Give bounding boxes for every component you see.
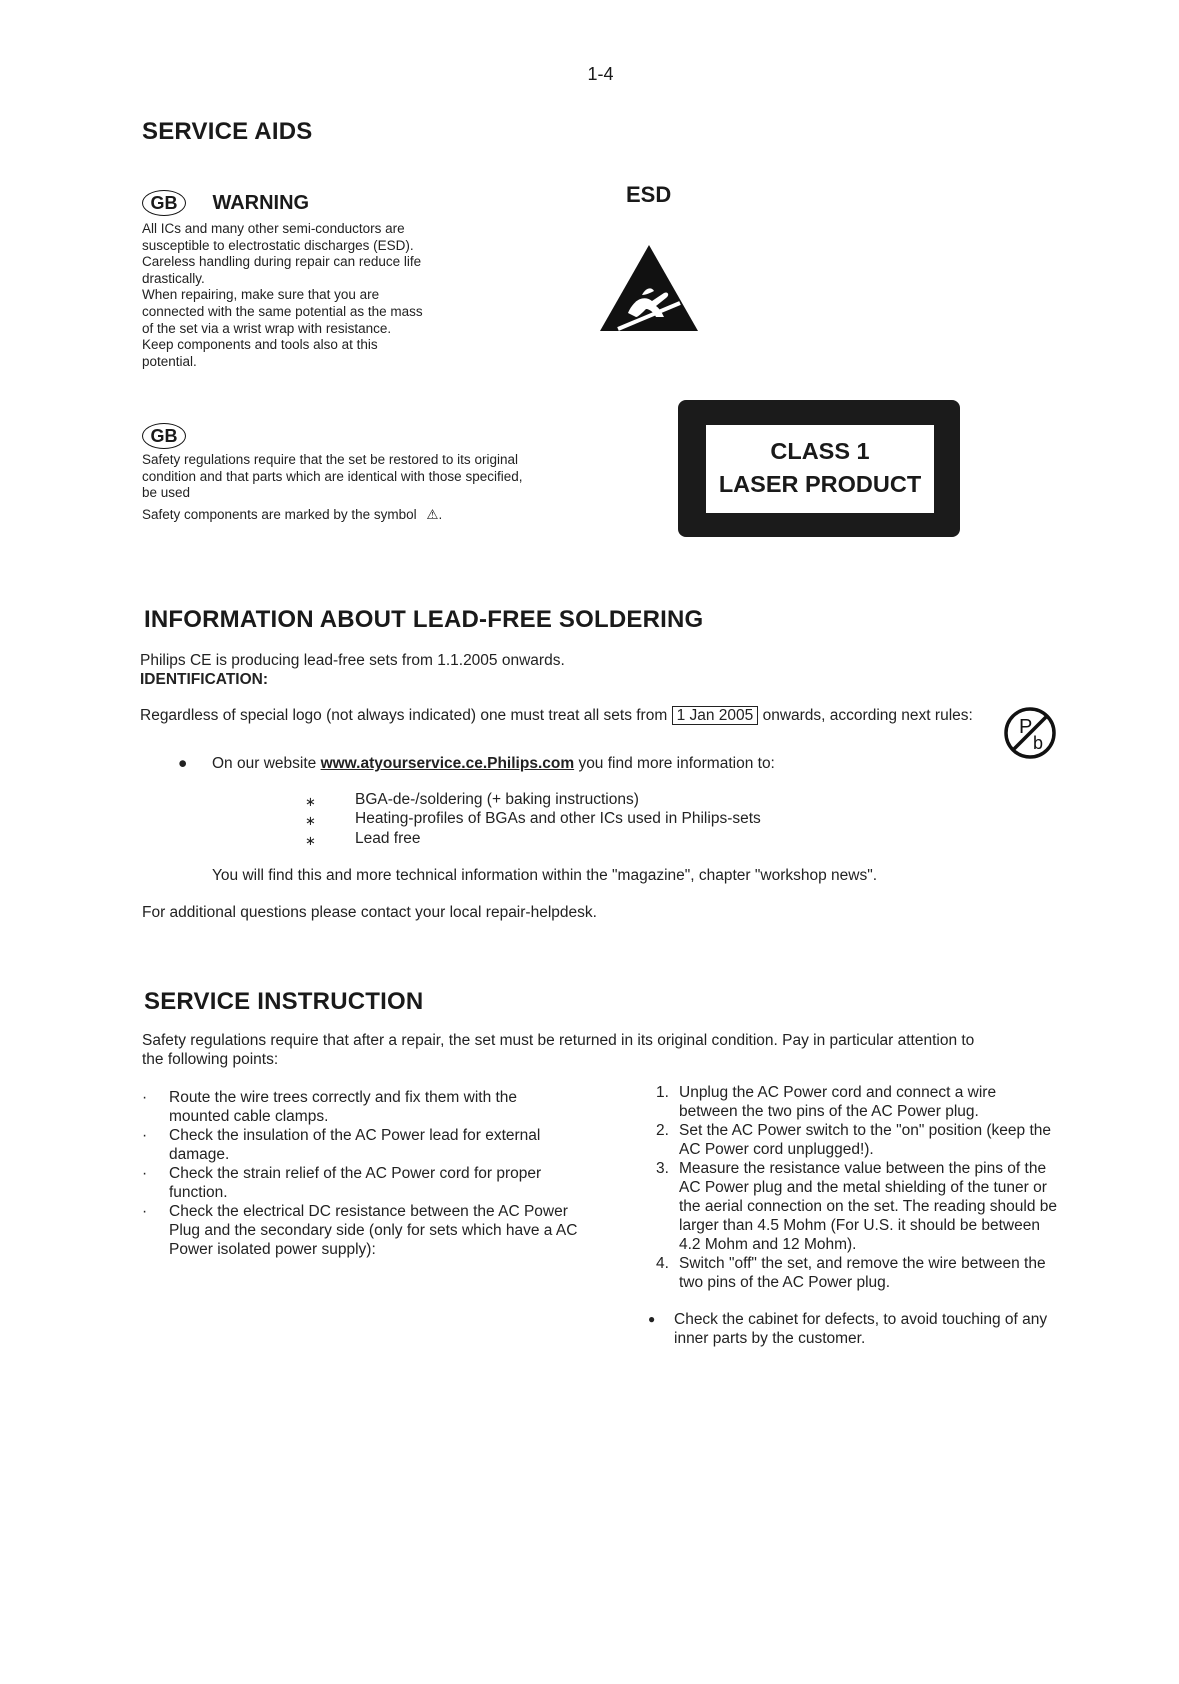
- star-icon: ∗: [305, 833, 316, 848]
- lead-free-intro: Philips CE is producing lead-free sets from 1.1.2005 onwards.: [140, 652, 565, 669]
- list-item-line: Route the wire trees correctly and fix them with the: [169, 1089, 518, 1106]
- esd-warning-icon: [598, 243, 700, 333]
- gb-badge: GB: [142, 423, 186, 449]
- list-item-line: Power isolated power supply):: [169, 1241, 376, 1258]
- magazine-note: You will find this and more technical information within the "magazine", chapter "workshop news".: [212, 867, 878, 884]
- page-number: 1-4: [587, 64, 614, 84]
- safety-line: Safety regulations require that the set be restored to its original: [142, 452, 518, 467]
- list-item-line: mounted cable clamps.: [169, 1108, 329, 1125]
- warning-line: When repairing, make sure that you are: [142, 287, 380, 303]
- warning-triangle-icon: ⚠: [426, 506, 439, 522]
- rule-text-before: Regardless of special logo (not always indicated) one must treat all sets from: [140, 707, 668, 724]
- list-item-line: Check the insulation of the AC Power lead for external: [169, 1127, 541, 1144]
- step-number: 2.: [656, 1122, 669, 1139]
- service-aids-title: SERVICE AIDS: [142, 118, 313, 145]
- website-bullet: [178, 754, 775, 773]
- step-line: larger than 4.5 Mohm (For U.S. it should be between: [679, 1217, 1040, 1234]
- website-text-after: you find more information to:: [578, 755, 775, 772]
- intro-line: the following points:: [142, 1051, 279, 1068]
- safety-line: be used: [142, 485, 191, 501]
- step-line: 4.2 Mohm and 12 Mohm).: [679, 1236, 857, 1253]
- step-line: two pins of the AC Power plug.: [679, 1274, 891, 1291]
- list-item: [656, 1159, 1096, 1254]
- safety-symbol-text: Safety components are marked by the symbol: [142, 506, 417, 522]
- step-line: AC Power plug and the metal shielding of the tuner or: [679, 1179, 1047, 1196]
- step-number: 3.: [656, 1160, 669, 1177]
- warning-title: WARNING: [212, 192, 310, 214]
- service-points-list: [142, 1088, 612, 1259]
- warning-line: drastically.: [142, 270, 205, 286]
- list-item-line: damage.: [169, 1146, 230, 1163]
- list-item-line: Check the strain relief of the AC Power cord for proper: [169, 1165, 542, 1182]
- info-list: [305, 790, 825, 848]
- step-line: Switch "off" the set, and remove the wire between the: [679, 1255, 1046, 1272]
- cabinet-note: [648, 1310, 1088, 1348]
- identification-label: IDENTIFICATION:: [140, 671, 269, 688]
- list-item-line: Check the electrical DC resistance between the AC Power: [169, 1203, 568, 1220]
- safety-header: [142, 423, 186, 449]
- warning-line: potential.: [142, 353, 197, 369]
- list-item-text: Lead free: [355, 830, 421, 847]
- step-number: 1.: [656, 1084, 669, 1101]
- step-line: AC Power cord unplugged!).: [679, 1141, 874, 1158]
- laser-class-text: CLASS 1: [770, 438, 870, 464]
- list-item-line: Plug and the secondary side (only for sets which have a AC: [169, 1222, 578, 1239]
- list-item: [142, 1202, 612, 1259]
- list-item: [142, 1126, 612, 1164]
- bullet-dot: ●: [178, 755, 188, 772]
- list-item: [656, 1083, 1096, 1121]
- warning-line: of the set via a wrist wrap with resistance.: [142, 320, 392, 336]
- warning-line: Keep components and tools also at this: [142, 337, 378, 353]
- lead-free-rule: [140, 706, 973, 725]
- lead-free-pb-icon: [1003, 706, 1057, 760]
- warning-line: All ICs and many other semi-conductors are: [142, 221, 405, 236]
- gb-badge: GB: [142, 190, 186, 216]
- step-line: Unplug the AC Power cord and connect a wire: [679, 1084, 997, 1101]
- safety-symbol-line: [142, 507, 582, 524]
- bullet-dot: ·: [142, 1127, 148, 1144]
- star-icon: ∗: [305, 813, 316, 828]
- list-item-line: function.: [169, 1184, 228, 1201]
- list-item: [305, 790, 825, 809]
- list-item-text: Heating-profiles of BGAs and other ICs used in Philips-sets: [355, 810, 761, 827]
- service-instruction-intro: [142, 1031, 1042, 1069]
- pb-letter-b: b: [1033, 733, 1044, 753]
- step-line: the aerial connection on the set. The reading should be: [679, 1198, 1058, 1215]
- step-line: Set the AC Power switch to the "on" position (keep the: [679, 1122, 1052, 1139]
- list-item: [305, 809, 825, 828]
- bullet-dot: ·: [142, 1203, 148, 1220]
- safety-symbol-end: .: [438, 506, 443, 522]
- lead-free-title: INFORMATION ABOUT LEAD-FREE SOLDERING: [144, 606, 704, 633]
- step-line: between the two pins of the AC Power plug.: [679, 1103, 979, 1120]
- safety-line: condition and that parts which are identical with those specified,: [142, 468, 523, 484]
- warning-line: connected with the same potential as the mass: [142, 303, 423, 319]
- pb-letter-p: P: [1019, 716, 1033, 738]
- service-instruction-title: SERVICE INSTRUCTION: [144, 988, 424, 1015]
- website-link[interactable]: www.atyourservice.ce.Philips.com: [320, 755, 575, 772]
- warning-line: Careless handling during repair can reduce life: [142, 254, 422, 270]
- helpdesk-note: For additional questions please contact your local repair-helpdesk.: [142, 904, 597, 921]
- rule-text-after: onwards, according next rules:: [762, 707, 973, 724]
- list-item: [142, 1088, 612, 1126]
- list-item: [305, 829, 825, 848]
- list-item-text: BGA-de-/soldering (+ baking instructions): [355, 791, 639, 808]
- laser-label-inner: [706, 425, 934, 513]
- warning-text: [142, 221, 462, 370]
- warning-line: susceptible to electrostatic discharges (ESD).: [142, 237, 414, 253]
- resistance-steps-list: [656, 1083, 1096, 1292]
- step-line: Measure the resistance value between the pins of the: [679, 1160, 1047, 1177]
- bullet-dot: ·: [142, 1165, 148, 1182]
- list-item: [142, 1164, 612, 1202]
- star-icon: ∗: [305, 794, 316, 809]
- list-item: [656, 1121, 1096, 1159]
- bullet-dot: ·: [142, 1089, 148, 1106]
- intro-line: Safety regulations require that after a repair, the set must be returned in its original condition. Pay in particular attention to: [142, 1032, 975, 1049]
- website-text-before: On our website: [212, 755, 317, 772]
- rule-date-box: 1 Jan 2005: [672, 706, 759, 725]
- cabinet-line: Check the cabinet for defects, to avoid touching of any: [674, 1311, 1048, 1328]
- safety-text: [142, 452, 582, 523]
- warning-header: [142, 190, 309, 216]
- esd-label: ESD: [626, 182, 672, 207]
- laser-product-label: [678, 400, 960, 537]
- laser-product-text: LASER PRODUCT: [718, 471, 922, 497]
- list-item: [656, 1254, 1096, 1292]
- cabinet-line: inner parts by the customer.: [674, 1330, 866, 1347]
- bullet-dot: ●: [648, 1312, 656, 1326]
- step-number: 4.: [656, 1255, 669, 1272]
